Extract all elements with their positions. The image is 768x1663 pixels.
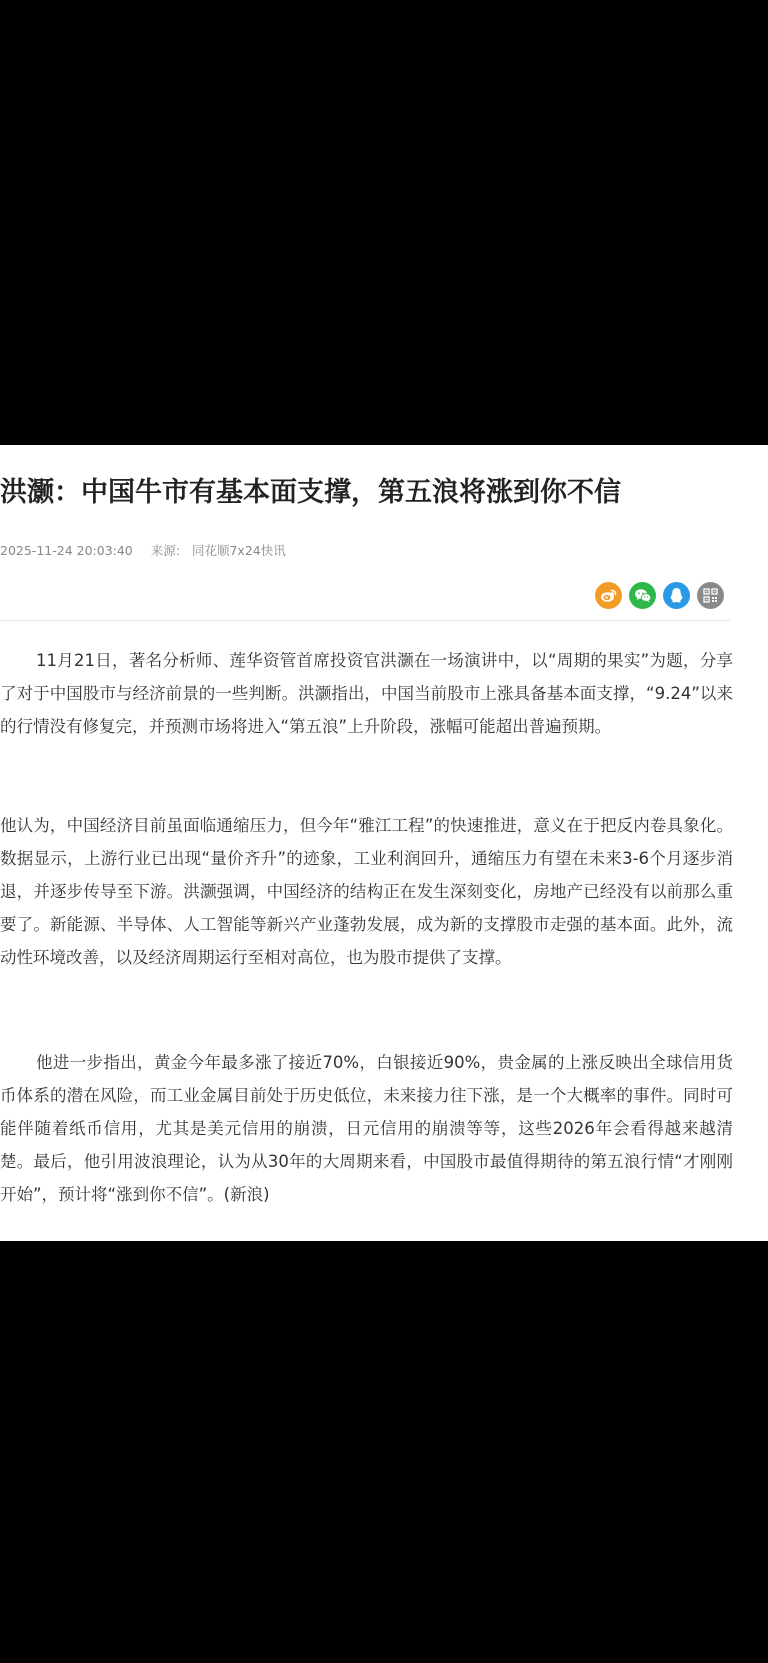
source-name: 同花顺7x24快讯 bbox=[191, 543, 286, 558]
article-meta bbox=[0, 541, 286, 559]
publish-datetime: 2025-11-24 20:03:40 bbox=[0, 543, 133, 558]
qrcode-icon bbox=[703, 588, 718, 603]
qq-icon bbox=[669, 587, 684, 604]
qrcode-share-button[interactable] bbox=[697, 582, 724, 609]
wechat-share-button[interactable] bbox=[629, 582, 656, 609]
article-card bbox=[0, 445, 768, 1241]
wechat-icon bbox=[634, 588, 652, 603]
article-paragraph-1: 11月21日，著名分析师、莲华资管首席投资官洪灏在一场演讲中，以“周期的果实”为题，分享了对于中国股市与经济前景的一些判断。洪灏指出，中国当前股市上涨具备基本面支撑，“9.24”以来的行情没有修复完，并预测市场将进入“第五浪”上升阶段，涨幅可能超出普遍预期。 bbox=[0, 651, 733, 736]
article-paragraph-3: 他进一步指出，黄金今年最多涨了接近70%，白银接近90%，贵金属的上涨反映出全球信用货币体系的潜在风险，而工业金属目前处于历史低位，未来接力往下涨，是一个大概率的事件。同时可能伴随着纸币信用，尤其是美元信用的崩溃，日元信用的崩溃等等，这些2026年会看得越来越清楚。最后，他引用波浪理论，认为从30年的大周期来看，中国股市最值得期待的第五浪行情“才刚刚开始”，预计将“涨到你不信”。(新浪) bbox=[0, 1053, 733, 1204]
article-paragraph-2: 他认为，中国经济目前虽面临通缩压力，但今年“雅江工程”的快速推进，意义在于把反内卷具象化。数据显示，上游行业已出现“量价齐升”的迹象，工业利润回升，通缩压力有望在未来3-6个月逐步消退，并逐步传导至下游。洪灏强调，中国经济的结构正在发生深刻变化，房地产已经没有以前那么重要了。新能源、半导体、人工智能等新兴产业蓬勃发展，成为新的支撑股市走强的基本面。此外，流动性环境改善，以及经济周期运行至相对高位，也为股市提供了支撑。 bbox=[0, 816, 733, 967]
article-title: 洪灏：中国牛市有基本面支撑，第五浪将涨到你不信 bbox=[0, 477, 621, 508]
source-label: 来源: bbox=[150, 543, 180, 558]
weibo-icon bbox=[600, 588, 617, 603]
share-bar bbox=[595, 582, 724, 609]
weibo-share-button[interactable] bbox=[595, 582, 622, 609]
qq-share-button[interactable] bbox=[663, 582, 690, 609]
header-divider bbox=[0, 620, 730, 621]
